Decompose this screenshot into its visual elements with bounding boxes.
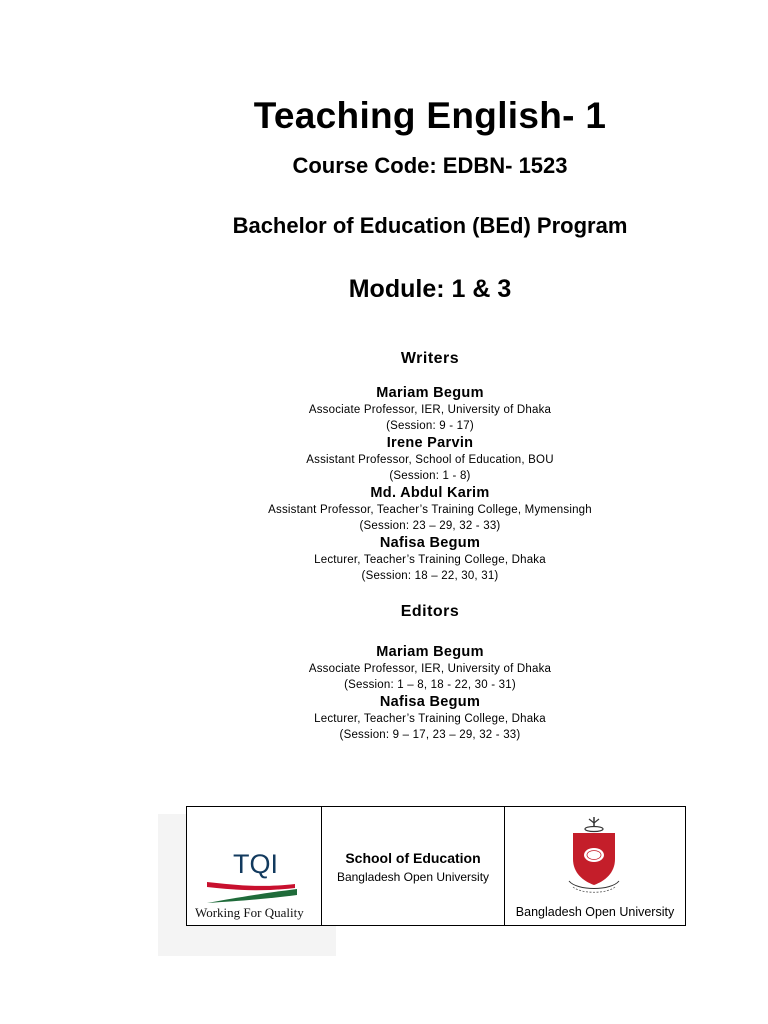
writers-heading: Writers [400, 350, 460, 367]
editor-name: Mariam Begum [376, 644, 484, 660]
writer-name: Mariam Begum [376, 385, 484, 401]
bou-name: Bangladesh Open University [515, 905, 675, 919]
tqi-tagline: Working For Quality [195, 905, 304, 920]
editor-role: Lecturer, Teacher’s Training College, Dhaka [314, 713, 546, 725]
tqi-logo-cell [187, 807, 322, 925]
writer-role: Assistant Professor, School of Education, BOU [306, 454, 554, 466]
writer-role: Assistant Professor, Teacher’s Training College, Mymensingh [268, 504, 592, 516]
writer-entry [170, 434, 690, 484]
bou-emblem-icon [563, 815, 625, 895]
writer-session: (Session: 1 - 8) [389, 470, 471, 482]
program-name: Bachelor of Education (BEd) Program [232, 213, 628, 238]
course-code: Course Code: EDBN- 1523 [292, 153, 568, 178]
writer-entry [170, 534, 690, 584]
editor-entry [170, 643, 690, 693]
writer-name: Md. Abdul Karim [370, 485, 490, 501]
school-cell [322, 807, 505, 925]
writer-session: (Session: 23 – 29, 32 - 33) [359, 520, 501, 532]
tqi-logo-text: TQI [233, 849, 278, 879]
module-label: Module: 1 & 3 [348, 275, 512, 303]
editor-entry [170, 693, 690, 743]
editors-heading: Editors [400, 603, 460, 620]
editor-session: (Session: 9 – 17, 23 – 29, 32 - 33) [339, 729, 521, 741]
editor-session: (Session: 1 – 8, 18 - 22, 30 - 31) [344, 679, 516, 691]
writer-entry [170, 484, 690, 534]
school-name: School of Education [345, 850, 481, 866]
writer-role: Lecturer, Teacher’s Training College, Dhaka [314, 554, 546, 566]
writer-session: (Session: 9 - 17) [386, 420, 474, 432]
document-title: Teaching English- 1 [253, 95, 607, 136]
writer-session: (Session: 18 – 22, 30, 31) [361, 570, 499, 582]
bou-logo-cell [505, 807, 685, 925]
tqi-swoosh-icon [205, 879, 299, 905]
editor-name: Nafisa Begum [379, 694, 481, 710]
publisher-footer [186, 806, 686, 926]
writer-role: Associate Professor, IER, University of Dhaka [308, 404, 552, 416]
writer-name: Irene Parvin [386, 435, 474, 451]
writer-entry [170, 384, 690, 434]
editor-role: Associate Professor, IER, University of Dhaka [308, 663, 552, 675]
school-university: Bangladesh Open University [336, 870, 490, 884]
writer-name: Nafisa Begum [379, 535, 481, 551]
